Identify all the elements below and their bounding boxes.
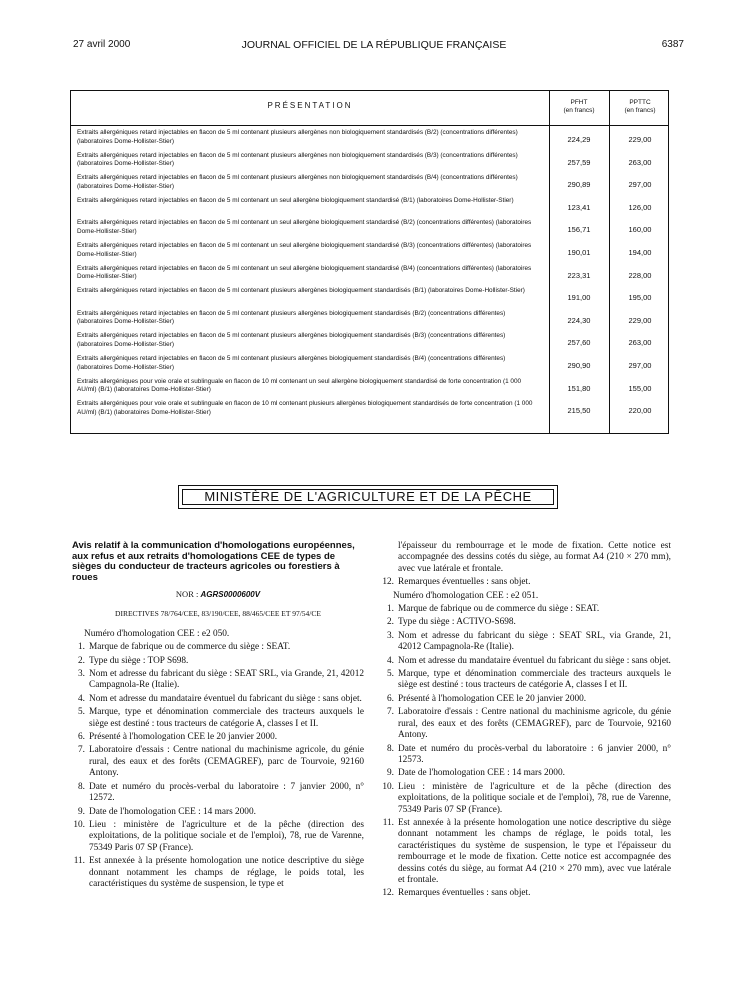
list-item <box>381 617 671 628</box>
item-text: Date et numéro du procès-verbal du laboratoire : 7 janvier 2000, n° 12572. <box>89 781 364 804</box>
list-item <box>72 732 364 743</box>
item-text: Remarques éventuelles : sans objet. <box>398 888 531 899</box>
item-number: 8. <box>78 781 85 792</box>
table-row <box>71 330 668 353</box>
price-pfht: 290,89 <box>567 180 591 190</box>
price-pfht: 257,59 <box>567 157 591 167</box>
item-text: Est annexée à la présente homologation une notice descriptive du siège donnant notamment les champs de réglage, le poids total, les caractéristiques du système de suspension, le type et l'épaisseur du rembourrage et le mode de fixation. Cette notice est accompagnée des dessins cotés du siège, au format A4 (210 × 270 mm), avec vue latérale et frontale. <box>398 817 671 885</box>
item-text: Lieu : ministère de l'agriculture et de la pêche (direction des exploitations, de la politique sociale et de l'emploi), 78, rue de Varenne, 75349 Paris 07 SP (France). <box>398 781 671 815</box>
item-number: 7. <box>78 745 85 756</box>
item-number: 11. <box>382 817 394 828</box>
product-description: Extraits allergéniques retard injectables en flacon de 5 ml contenant un seul allergène biologiquement standardisé (B/2) (concentrations différentes) (laboratoires Dome-Hollister-Stier) <box>77 219 532 235</box>
item-number: 4. <box>387 655 394 666</box>
product-description: Extraits allergéniques retard injectables en flacon de 5 ml contenant plusieurs allergènes biologiquement standardisés (B/4) (concentrations différentes) (laboratoires Dome-Hollister-Stier) <box>77 354 506 371</box>
list-item <box>381 631 671 654</box>
right-column <box>381 541 671 902</box>
item-text: Nom et adresse du mandataire éventuel du fabricant du siège : sans objet. <box>398 655 671 666</box>
item-number: 8. <box>387 743 394 754</box>
homologation-list <box>72 642 364 890</box>
table-row <box>71 376 668 399</box>
list-item <box>72 642 364 653</box>
price-ppttc: 195,00 <box>628 293 652 303</box>
item-number: 2. <box>387 617 394 628</box>
homologation-number: Numéro d'homologation CEE : e2 050. <box>84 628 230 639</box>
list-item <box>72 807 364 818</box>
nor-label: NOR : <box>175 589 199 599</box>
item-text: Date et numéro du procès-verbal du laboratoire : 6 janvier 2000, n° 12573. <box>398 743 671 765</box>
table-row <box>71 353 668 376</box>
table-row <box>71 398 668 421</box>
product-description: Extraits allergéniques pour voie orale et sublinguale en flacon de 10 ml contenant plusieurs allergènes biologiquement standardisés de forte concentration (1 000 AU/ml) (B/1) (laboratoires Dome-Hollister-Stier) <box>77 400 533 416</box>
table-row <box>71 308 668 331</box>
price-pfht: 191,00 <box>567 293 591 303</box>
product-description: Extraits allergéniques retard injectables en flacon de 5 ml contenant plusieurs allergènes non biologiquement standardisés (B/2) (concentrations différentes) (laboratoires Dome-Hollister-Stier) <box>77 129 518 145</box>
header-ppttc-unit: (en francs) <box>624 107 656 114</box>
price-table <box>70 90 669 434</box>
price-pfht: 224,30 <box>567 315 591 325</box>
nor-reference <box>72 589 364 600</box>
list-item <box>72 820 364 854</box>
header-presentation: PRÉSENTATION <box>267 101 353 110</box>
list-item <box>381 707 671 741</box>
list-item <box>381 744 671 767</box>
item-text: Présenté à l'homologation CEE le 20 janvier 2000. <box>398 693 587 704</box>
price-ppttc: 263,00 <box>628 157 652 167</box>
list-item <box>72 656 364 667</box>
item-number: 4. <box>78 693 85 704</box>
price-pfht: 215,50 <box>567 406 591 416</box>
item-number: 2. <box>78 655 85 666</box>
table-row <box>71 150 668 173</box>
ministry-banner <box>178 485 558 509</box>
product-description: Extraits allergéniques retard injectables en flacon de 5 ml contenant un seul allergène biologiquement standardisé (B/4) (concentrations différentes) (laboratoires Dome-Hollister-Stier) <box>77 264 532 281</box>
item-number: 3. <box>78 669 85 680</box>
item-number: 10. <box>73 819 85 830</box>
list-item <box>381 782 671 816</box>
product-description: Extraits allergéniques retard injectables en flacon de 5 ml contenant plusieurs allergènes non biologiquement standardisés (B/3) (concentrations différentes) (laboratoires Dome-Hollister-Stier) <box>77 151 518 168</box>
product-description: Extraits allergéniques retard injectables en flacon de 5 ml contenant plusieurs allergènes biologiquement standardisés (B/1) (laboratoires Dome-Hollister-Stier) <box>77 287 525 295</box>
item-text: Présenté à l'homologation CEE le 20 janvier 2000. <box>89 732 278 743</box>
product-description: Extraits allergéniques retard injectables en flacon de 5 ml contenant un seul allergène biologiquement standardisé (B/1) (laboratoires Dome-Hollister-Stier) <box>77 196 514 204</box>
price-ppttc: 229,00 <box>628 135 652 144</box>
product-description: Extraits allergéniques retard injectables en flacon de 5 ml contenant plusieurs allergènes biologiquement standardisés (B/3) (concentrations différentes) (laboratoires Dome-Hollister-Stier) <box>77 332 506 348</box>
item-number: 7. <box>387 707 394 718</box>
item-text: Laboratoire d'essais : Centre national du machinisme agricole, du génie rural, des eaux et des forêts (CEMAGREF), parc de Tourvoie, 92160 Antony. <box>89 745 364 779</box>
table-row <box>71 285 668 308</box>
item-text: Marque, type et dénomination commerciale des tracteurs auxquels le siège est destiné : tous tracteurs de catégorie A, classes I et II. <box>398 669 671 691</box>
page-number: 6387 <box>661 39 684 50</box>
ministry-banner-frame <box>182 489 554 505</box>
price-pfht: 257,60 <box>567 338 591 348</box>
table-row <box>71 240 668 263</box>
header-ppttc <box>610 99 670 115</box>
list-item <box>381 604 671 615</box>
item-text: Remarques éventuelles : sans objet. <box>398 577 531 588</box>
item-number: 11. <box>73 856 85 867</box>
header-ppttc-label: PPTTC <box>629 99 651 106</box>
list-item <box>381 577 671 588</box>
table-row <box>71 127 668 150</box>
list-item <box>72 669 364 692</box>
price-pfht: 223,31 <box>567 270 591 280</box>
table-row <box>71 172 668 195</box>
list-item <box>381 694 671 705</box>
directives: DIRECTIVES 78/764/CEE, 83/190/CEE, 88/465/CEE ET 97/54/CE <box>115 609 321 619</box>
price-pfht: 224,29 <box>567 135 591 144</box>
product-description: Extraits allergéniques pour voie orale et sublinguale en flacon de 10 ml contenant un seul allergène biologiquement standardisé de forte concentration (1 000 AU/ml) (B/1) (laboratoires Dome-Hollister-Stier) <box>77 377 522 394</box>
item-text: Lieu : ministère de l'agriculture et de la pêche (direction des exploitations, de la politique sociale et de l'emploi), 78, rue de Varenne, 75349 Paris 07 SP (France). <box>89 819 364 853</box>
header-pfht-label: PFHT <box>570 99 588 106</box>
price-ppttc: 155,00 <box>628 383 652 393</box>
list-item <box>381 669 671 692</box>
item-text: Type du siège : ACTIVO-S698. <box>398 617 516 628</box>
list-item <box>72 856 364 890</box>
list-item <box>381 818 671 886</box>
price-ppttc: 228,00 <box>628 270 652 280</box>
avis-title: Avis relatif à la communication d'homologations européennes, aux refus et aux retraits d'homologations CEE de types de sièges du conducteur de tracteurs agricoles ou forestiers à roues <box>72 540 355 583</box>
item-number: 9. <box>78 806 85 817</box>
product-description: Extraits allergéniques retard injectables en flacon de 5 ml contenant plusieurs allergènes biologiquement standardisés (B/2) (concentrations différentes) (laboratoires Dome-Hollister-Stier) <box>77 309 506 326</box>
journal-title: JOURNAL OFFICIEL DE LA RÉPUBLIQUE FRANÇAISE <box>241 39 507 51</box>
price-ppttc: 126,00 <box>628 202 652 212</box>
item-number: 3. <box>387 630 394 641</box>
item-text: Marque, type et dénomination commerciale des tracteurs auxquels le siège est destiné : tous tracteurs de catégorie A, classes I et II. <box>89 707 364 729</box>
item-text: Laboratoire d'essais : Centre national du machinisme agricole, du génie rural, des eaux et des forêts (CEMAGREF), parc de Tourvoie, 92160 Antony. <box>398 707 671 741</box>
item-text: Marque de fabrique ou de commerce du siège : SEAT. <box>89 642 291 653</box>
price-pfht: 156,71 <box>567 225 591 235</box>
price-ppttc: 297,00 <box>628 180 652 190</box>
list-item <box>381 656 671 667</box>
price-pfht: 123,41 <box>567 202 591 212</box>
item-continuation: l'épaisseur du rembourrage et le mode de fixation. Cette notice est accompagnée des dessins cotés du siège, au format A4 (210 × 270 mm), avec vue latérale et frontale. <box>398 541 671 574</box>
item-text: Est annexée à la présente homologation une notice descriptive du siège donnant notamment les champs de réglage, le poids total, les caractéristiques du système de suspension, le type et <box>89 856 364 889</box>
item-number: 5. <box>78 707 85 718</box>
item-number: 1. <box>387 604 394 615</box>
item-number: 12. <box>382 577 394 588</box>
homologation-number: Numéro d'homologation CEE : e2 051. <box>393 590 539 601</box>
header-pfht <box>549 99 609 115</box>
table-row <box>71 195 668 218</box>
homologation-list <box>381 604 671 900</box>
left-column <box>72 541 364 892</box>
product-description: Extraits allergéniques retard injectables en flacon de 5 ml contenant un seul allergène biologiquement standardisé (B/3) (concentrations différentes) (laboratoires Dome-Hollister-Stier) <box>77 241 532 258</box>
table-row <box>71 217 668 240</box>
ministry-title: MINISTÈRE DE L'AGRICULTURE ET DE LA PÊCHE <box>204 489 532 504</box>
table-header <box>71 91 668 126</box>
item-number: 6. <box>78 732 85 743</box>
item-number: 6. <box>387 693 394 704</box>
list-item <box>72 745 364 779</box>
item-text: Nom et adresse du fabricant du siège : SEAT SRL, via Grande, 21, 42012 Campagnola-Re (Italie). <box>398 630 671 653</box>
item-number: 10. <box>382 781 394 792</box>
price-pfht: 290,90 <box>567 360 591 370</box>
price-ppttc: 160,00 <box>628 225 652 235</box>
list-item <box>381 888 671 899</box>
list-item <box>72 782 364 805</box>
table-body <box>71 127 668 421</box>
item-number: 9. <box>387 768 394 779</box>
item-number: 5. <box>387 669 394 680</box>
price-pfht: 190,01 <box>567 247 591 257</box>
nor-code: AGRS0000600V <box>200 590 261 599</box>
price-ppttc: 263,00 <box>628 338 652 348</box>
price-pfht: 151,80 <box>567 383 591 393</box>
table-row <box>71 263 668 286</box>
item-text: Type du siège : TOP S698. <box>89 655 189 666</box>
item-number: 12. <box>382 888 394 899</box>
price-ppttc: 220,00 <box>628 406 652 416</box>
price-ppttc: 297,00 <box>628 360 652 370</box>
price-ppttc: 229,00 <box>628 315 652 325</box>
item-text: Marque de fabrique ou de commerce du siège : SEAT. <box>398 604 600 615</box>
list-item <box>381 768 671 779</box>
header-date: 27 avril 2000 <box>73 39 131 50</box>
list-item <box>72 707 364 730</box>
item-number: 1. <box>78 642 85 653</box>
item-text: Nom et adresse du fabricant du siège : SEAT SRL, via Grande, 21, 42012 Campagnola-Re (Italie). <box>89 669 364 691</box>
list-item <box>72 694 364 705</box>
header-pfht-unit: (en francs) <box>563 107 595 114</box>
item-text: Date de l'homologation CEE : 14 mars 2000. <box>398 768 565 779</box>
product-description: Extraits allergéniques retard injectables en flacon de 5 ml contenant plusieurs allergènes non biologiquement standardisés (B/4) (concentrations différentes) (laboratoires Dome-Hollister-Stier) <box>77 174 518 190</box>
price-ppttc: 194,00 <box>628 247 652 257</box>
item-text: Nom et adresse du mandataire éventuel du fabricant du siège : sans objet. <box>89 693 362 704</box>
item-text: Date de l'homologation CEE : 14 mars 2000. <box>89 806 256 817</box>
